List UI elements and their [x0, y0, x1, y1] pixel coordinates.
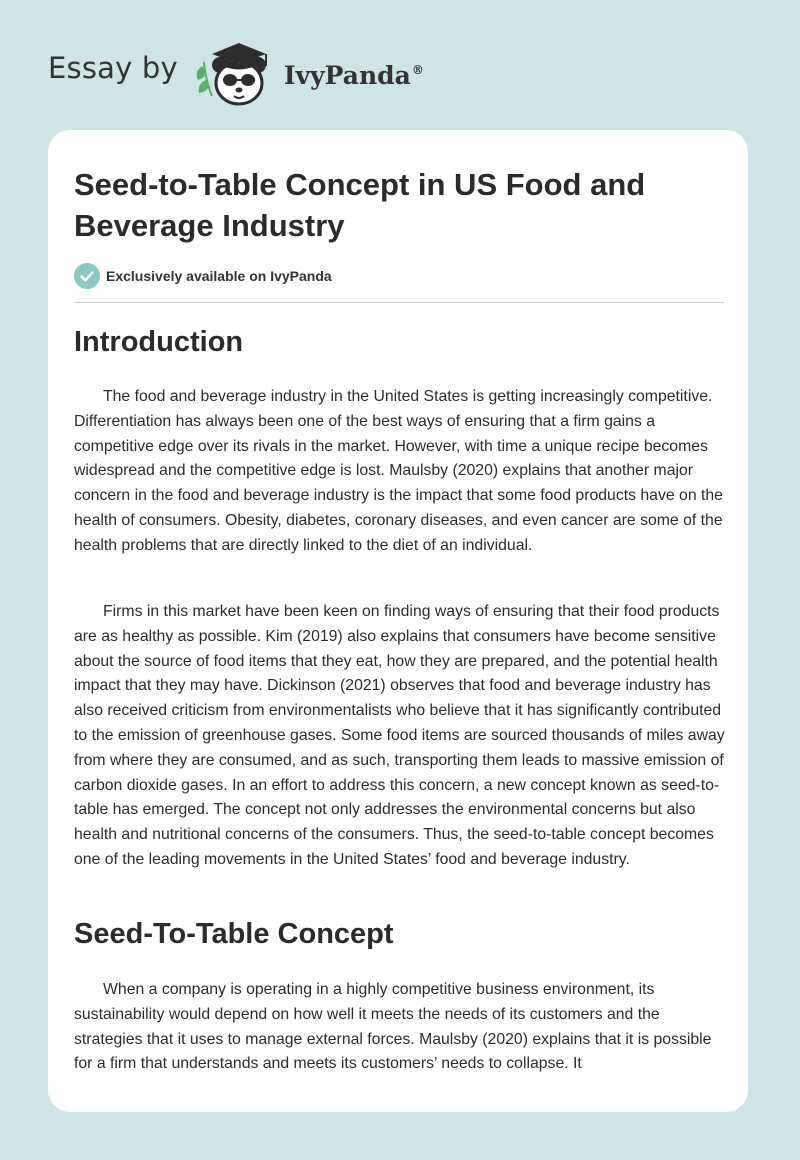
section-heading-introduction: Introduction — [74, 326, 244, 358]
brand-header[interactable] — [48, 36, 424, 108]
ivy-leaf-icon — [197, 62, 212, 96]
check-circle-icon — [74, 263, 100, 289]
registered-mark: ® — [411, 63, 424, 78]
paragraph: Firms in this market have been keen on finding ways of ensuring that their food products are as healthy as possible. Kim (2019) also explains that consumers have become sensitive about the source of food items that they eat, how they are prepared, and the potential health impact that they may have. Dickinson (2021) observes that food and beverage industry has also received criticism from environmentalists who believe that it has significantly contributed to the emission of greenhouse gases. Some food items are sourced thousands of miles away from where they are consumed, and as such, transporting them leads to massive emission of carbon dioxide gases. In an effort to address this concern, a new concept known as seed-to-table has emerged. The concept not only addresses the environmental concerns but also health and nutritional concerns of the consumers. Thus, the seed-to-table concept becomes one of the leading movements in the United States’ food and beverage industry. — [74, 603, 725, 868]
title-divider — [74, 302, 724, 303]
paragraph: When a company is operating in a highly competitive business environment, its sustainability would depend on how well it meets the needs of its customers and the strategies that it uses to manage external forces. Maulsby (2020) explains that it is possible for a firm that understands and meets its customers’ needs to collapse. It — [74, 981, 712, 1073]
paragraph: The food and beverage industry in the United States is getting increasingly competitive. Differentiation has always been one of the best ways of ensuring that a firm gains a competitive edge over its rivals in the market. However, with time a unique recipe becomes widespread and the competitive edge is lost. Maulsby (2020) explains that another major concern in the food and beverage industry is the impact that some food products have on the health of consumers. Obesity, diabetes, coronary diseases, and even cancer are some of the health problems that are directly linked to the diet of an individual. — [74, 388, 723, 554]
page-title: Seed-to-Table Concept in US Food and Beverage Industry — [74, 167, 646, 243]
exclusive-badge — [74, 263, 332, 289]
section-heading-seed-to-table: Seed-To-Table Concept — [74, 918, 394, 950]
essay-card — [48, 130, 748, 1112]
panda-graduate-icon — [190, 36, 280, 108]
exclusive-badge-label: Exclusively available on IvyPanda — [106, 268, 332, 284]
brand-name-text: IvyPanda — [283, 60, 411, 90]
brand-name — [284, 61, 424, 90]
brand-essay-by: Essay by — [48, 51, 178, 85]
